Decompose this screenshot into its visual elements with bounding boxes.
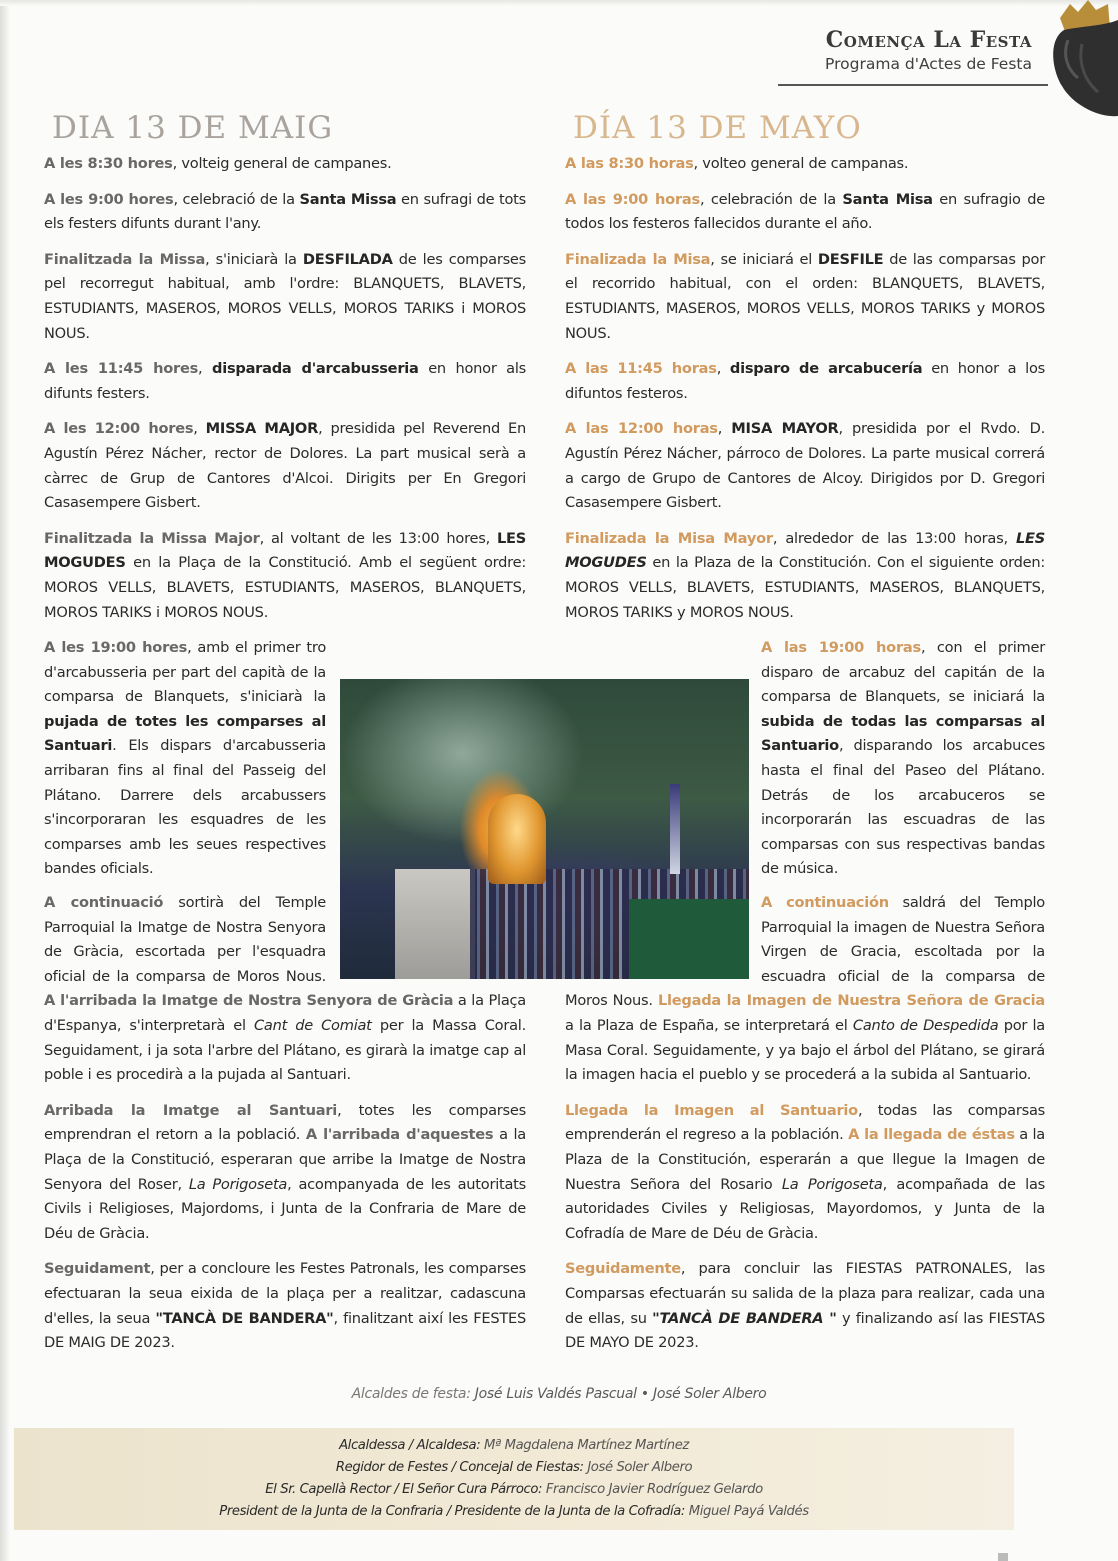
event-highlight: MISSA MAJOR [205,420,319,438]
event-text: . Els dispars d'arcabusseria arribaran fins al final del Passeig del Plátano. Darrere dels arcabussers s'incorporaran les esquadres de les comparses amb les seues respectives bandes oficials. [44,737,326,878]
event-time: A las 11:45 horas [565,360,717,378]
event-time: A las 8:30 horas [565,155,694,172]
authority-line [14,1457,1014,1479]
event-highlight: LES MOGUDES [565,529,1045,572]
authority-line [14,1435,1014,1457]
event-text: , todas las comparsas emprenderán el regreso a la población. [565,1101,1045,1144]
authority-name: Miguel Payá Valdés [688,1504,809,1519]
event-highlight: Llegada la Imagen de Nuestra Señora de Gracia [657,992,1045,1010]
event-text: y finalizando así las FIESTAS DE MAYO DE 2023. [565,1309,1045,1352]
event-text: , presidida por el Rvdo. D. Agustín Pérez Nácher, párroco de Dolores. La parte musical correrá a cargo de Grupo de Cantores de Alcoy. Dirigidos por D. Gregori Casasempere Gisbert. [565,420,1045,512]
event-text: en honor a los difuntos festeros. [565,360,1045,402]
event-paragraph [565,417,1045,515]
event-text: , al voltant de les 13:00 hores, [259,529,497,547]
event-text: en la Plaza de la Constitución. Con el siguiente orden: MOROS VELLS, BLAVETS, ESTUDIANTS, MASEROS, BLANQUETS, MOROS TARIKS y MOROS NOUS. [565,554,1045,621]
event-time: Finalizada la Misa Mayor [565,529,773,547]
event-text: a la Plaza de la Constitución, esperarán a que llegue la Imagen de Nuestra Señora del Rosario [565,1126,1045,1193]
event-text: , [198,360,212,378]
event-time: Seguidament [44,1260,151,1278]
event-text: , totes les comparses emprendran el retorn a la població. [44,1101,526,1144]
event-text: , disparando los arcabuces hasta el final del Paseo del Plátano. Detrás de los arcabuceros se incorporarán las escuadras de las comparsas con sus respectivas bandas de música. [761,737,1045,878]
alcaldes-name-2: José Soler Albero [653,1386,767,1402]
event-time: Finalitzada la Missa Major [44,529,260,547]
authority-role: Regidor de Festes / Concejal de Fiestas: [335,1460,584,1475]
event-text: per la Massa Coral. Seguidament, i ja sota l'arbre del Plátano, es girarà la imatge cap al poble i es procedirà a la pujada al Santuari. [44,1017,526,1084]
event-paragraph [44,1257,526,1355]
event-paragraph [565,527,1045,625]
authority-role: Alcaldessa / Alcaldesa: [339,1438,481,1453]
event-paragraph [565,248,1045,346]
event-time: A les 12:00 hores [44,420,194,438]
event-paragraph [44,188,526,237]
event-text: , [716,360,730,378]
authority-role: President de la Junta de la Confraria / Presidente de la Junta de la Cofradía: [219,1504,685,1519]
event-text: , para concluir las FIESTAS PATRONALES, las Comparsas efectuarán su salida de la plaza para realizar, cada una de ellas, su [565,1260,1045,1327]
event-highlight: A l'arribada d'aquestes [305,1126,494,1144]
event-paragraph [565,1257,1045,1355]
event-text: de las comparsas por el recorrido habitual, con el orden: BLANQUETS, BLAVETS, ESTUDIANTS, MASEROS, MOROS VELLS, MOROS TARIKS y MOROS NOUS. [565,250,1045,342]
section-title: Comença La Festa [825,27,1032,53]
authority-name: Francisco Javier Rodríguez Gelardo [545,1482,763,1497]
event-highlight: LES MOGUDES [44,529,526,572]
event-text: , acompanyada de les autoritats Civils i Religioses, Majordoms, i Junta de la Confraria de Mare de Déu de Gràcia. [44,1175,526,1242]
event-highlight: pujada de totes les comparses al Santuari [44,712,326,755]
event-text: en sufragi de tots els festers difunts durant l'any. [44,190,526,233]
page-corner-mark [998,1553,1008,1561]
event-time: Arribada la Imatge al Santuari [44,1101,338,1119]
event-time: A las 12:00 horas [565,420,718,438]
event-paragraph [565,357,1045,406]
event-paragraph [565,152,1045,177]
stone-pillar [395,869,475,979]
event-italic: La Porigoseta [781,1175,883,1193]
event-text: en sufragio de todos los festeros fallecidos durante el año. [565,190,1046,233]
event-paragraph [44,417,526,515]
section-header [825,28,1032,74]
event-time: A les 19:00 hores [44,639,188,657]
alcaldes-name-1: José Luis Valdés Pascual [474,1386,637,1402]
authorities-band [14,1428,1014,1530]
event-text: , alrededor de las 13:00 horas, [772,529,1016,547]
alcaldes-line [0,1386,1118,1402]
event-paragraph [44,1099,526,1247]
event-paragraph [565,188,1045,237]
event-text: , acompañada de las autoridades Civiles y Religiosas, Mayordomos, y Junta de la Cofradía de Mare de Déu de Gràcia. [565,1175,1046,1242]
procession-photo [340,679,749,979]
king-emblem-icon [1038,0,1118,118]
event-text: en honor als difunts festers. [44,360,527,402]
event-text: , [717,420,732,438]
event-text: , se iniciará el [710,250,818,268]
event-time: A continuación [761,894,889,912]
event-highlight: Santa Missa [299,190,397,208]
event-italic: Canto de Despedida [852,1017,999,1034]
event-text: en la Plaça de la Constitució. Amb el següent ordre: MOROS VELLS, BLAVETS, ESTUDIANTS, MASEROS, BLANQUETS, MOROS TARIKS i MOROS NOUS. [44,554,526,621]
event-text: sortirà del Temple Parroquial la Imatge de Nostra Senyora de Gràcia, escortada per l'esquadra oficial de la comparsa de Moros Nous. [44,894,326,985]
header-divider [778,84,1048,86]
event-time: A las 19:00 horas [761,639,921,657]
event-highlight: DESFILADA [302,250,393,268]
separator-dot: • [640,1386,649,1402]
event-text: , volteig general de campanes. [172,155,392,172]
event-highlight: disparada d'arcabusseria [212,360,419,378]
event-text: , amb el primer tro d'arcabusseria per part del capità de la comparsa de Blanquets, s'iniciarà la [44,639,326,706]
event-paragraph [44,152,526,177]
event-italic: La Porigoseta [188,1175,288,1193]
event-text: por la Masa Coral. Seguidamente, y ya bajo el árbol del Plátano, se girará la imagen hacia el pueblo y se procederá a la subida al Santuario. [565,1017,1046,1084]
event-text: , [193,420,206,438]
event-highlight: "TANCÀ DE BANDERA" [155,1309,334,1327]
event-paragraph [44,248,526,346]
event-highlight: A l'arribada la Imatge de Nostra Senyora de Gràcia [44,992,454,1010]
event-text: , finalitzant així les FESTES DE MAIG DE 2023. [44,1309,526,1352]
event-time: Seguidamente [565,1260,681,1278]
hedge [629,899,749,979]
event-paragraph [44,357,526,406]
event-time: Llegada la Imagen al Santuario [565,1101,858,1119]
page-edge-shadow [0,0,10,1561]
authority-name: José Soler Albero [587,1460,693,1475]
event-text: , con el primer disparo de arcabuz del capitán de la comparsa de Blanquets, se iniciará la [761,639,1045,706]
event-highlight: DESFILE [817,250,884,268]
event-highlight: disparo de arcabucería [729,360,923,378]
event-time: A les 9:00 hores [44,190,174,208]
event-text: , celebració de la [173,190,300,208]
event-text: , presidida pel Reverend En Agustín Pérez Nácher, rector de Dolores. La part musical serà a càrrec de Grup de Cantores d'Alcoi. Dirigits per En Gregori Casasempere Gisbert. [44,420,526,512]
event-time: Finalizada la Misa [565,250,711,268]
event-text: a la Plaça de la Constitució, esperaran que arribe la Imatge de Nostra Senyora del Roser, [44,1126,526,1193]
event-text: a la Plaza de España, se interpretará el [565,1017,853,1034]
event-text: de les comparses pel recorregut habitual, amb l'ordre: BLANQUETS, BLAVETS, ESTUDIANTS, MASEROS, MOROS VELLS, MOROS TARIKS i MOROS NOUS. [44,250,526,342]
event-text: , per a concloure les Festes Patronals, les comparses efectuaran la seua eixida de la plaça per a realitzar, cadascuna d'elles, la seua [44,1260,526,1327]
event-italic: Cant de Comiat [253,1017,372,1034]
authority-role: El Sr. Capellà Rector / El Señor Cura Párroco: [265,1482,543,1497]
event-text: a la Plaça d'Espanya, s'interpretarà el [44,992,526,1034]
event-time: A les 8:30 hores [44,155,173,172]
event-highlight: "TANCÀ DE BANDERA " [652,1309,837,1327]
virgin-image-float [488,794,546,884]
day-title-spanish: DÍA 13 DE MAYO [573,110,862,146]
event-time: Finalitzada la Missa [44,250,206,268]
event-highlight: Santa Misa [842,190,933,208]
event-highlight: MISA MAYOR [731,420,839,438]
authority-name: Mª Magdalena Martínez Martínez [484,1438,689,1453]
event-time: A continuació [44,894,164,912]
event-text: , s'iniciarà la [205,250,303,268]
page-top-shadow [0,0,1118,6]
event-time: A les 11:45 hores [44,360,199,378]
section-subtitle: Programa d'Actes de Festa [825,55,1032,73]
alcaldes-label: Alcaldes de festa: [351,1386,471,1402]
authority-line [14,1501,1014,1523]
event-text: saldrá del Templo Parroquial la imagen de Nuestra Señora Virgen de Gracia, escoltada por la escuadra oficial de la comparsa de Moros Nous. [565,894,1045,1010]
event-paragraph [565,1099,1045,1247]
event-highlight: subida de todas las comparsas al Santuario [761,712,1045,755]
event-paragraph [44,527,526,625]
authority-line [14,1479,1014,1501]
event-text: , volteo general de campanas. [693,155,909,172]
event-time: A las 9:00 horas [565,190,700,208]
event-text: , celebración de la [699,190,843,208]
day-title-valencian: DIA 13 DE MAIG [52,110,334,146]
event-highlight: A la llegada de éstas [848,1126,1015,1144]
banner [670,784,680,874]
